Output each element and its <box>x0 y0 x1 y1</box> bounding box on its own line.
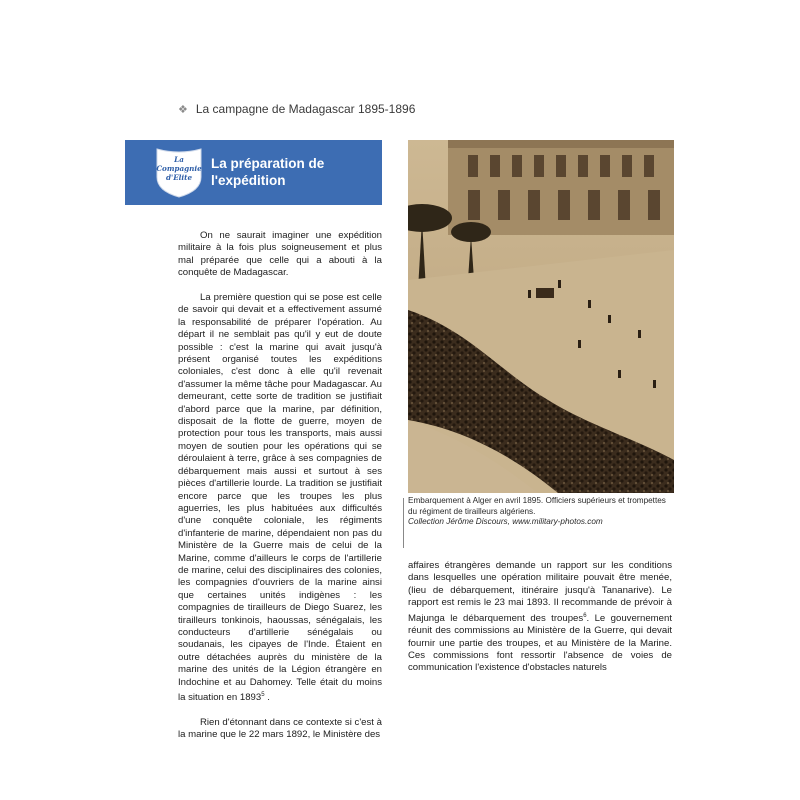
photo-credit: Collection Jérôme Discours, www.military-photos.com <box>408 517 603 527</box>
paragraph: La première question qui se pose est celle de savoir qui devait et a effectivement assumé la responsabilité de préparer l'opération. Au départ il ne semblait pas qu'il y eut de doute possible : c'est la marine qui avait jusqu'à présent organisé toutes les expéditions coloniales, c'est donc à elle qu'il revenait d'assumer la même tâche pour Madagascar. Au demeurant, cette sorte de tradition se justifiait d'abord parce que la marine, par définition, disposait de la flotte de guerre, moyen de protection pour tous les transports, mais aussi moyen de soutien pour les opérations qui se déroulaient à terre, grâce à ses compagnies de débarquement mais aussi et surtout à ses pièces d'artillerie lourde. La tradition se justifiait encore parce que les troupes les plus aguerries, les plus habituées aux difficultés d'une conquête coloniale, les régiments d'infanterie de marine, dépendaient non pas du Ministère de la Guerre mais de celui de la Marine, comme d'ailleurs le corps de l'artillerie de marine, celui des disciplinaires des colonies, les compagnies d'ouvriers de la marine ainsi que certaines unités indigènes : les compagnies de tirailleurs de Diego Suarez, les tirailleurs tonkinois, haoussas, sénégalais, les conducteurs d'artillerie sénégalais ou soudanais, les cipayes de l'Inde. Étaient en outre détachées auprès du ministère de la marine des unités de la Légion étrangère en Indochine et au Dahomey. Telle était du moins la situation en 1893$^5$ . <box>178 292 382 704</box>
paragraph: Rien d'étonnant dans ce contexte si c'est à la marine que le 22 mars 1892, le Ministère des <box>178 717 382 741</box>
running-head <box>178 102 415 116</box>
compagnie-elite-badge-icon <box>155 147 203 199</box>
footnote-ref: 6 <box>583 612 587 619</box>
photo-caption <box>408 496 670 528</box>
section-banner <box>125 140 382 205</box>
historical-photo <box>408 140 674 493</box>
left-text-column <box>178 230 382 754</box>
footnote-ref: 5 <box>261 692 265 699</box>
paragraph: On ne saurait imaginer une expédition militaire à la fois plus soigneusement et plus mal préparée que celle qui a abouti à la conquête de Madagascar. <box>178 230 382 279</box>
section-title: La préparation de l'expédition <box>211 156 325 188</box>
right-text-column <box>408 560 672 687</box>
caption-text: Embarquement à Alger en avril 1895. Officiers supérieurs et trompettes du régiment de tirailleurs algériens. <box>408 496 666 516</box>
caption-rule <box>403 498 404 548</box>
running-title: La campagne de Madagascar 1895-1896 <box>195 102 416 116</box>
diamond-bullet-icon: ❖ <box>178 104 188 116</box>
badge-text: La Compagnie d'Elite <box>156 155 202 182</box>
paragraph: affaires étrangères demande un rapport sur les conditions dans lesquelles une opération militaire pouvait être menée, (lieu de débarquement, itinéraire jusqu'à Tananarive). Le rapport est remis le 23 mai 1893. Il recommande de prévoir à Majunga le débarquement des troupes$^6$. Le gouvernement réunit des commissions au Ministère de la Guerre, qui devait fournir une partie des troupes, et au Ministère de la Marine. Ces commissions font ressortir l'absence de voies de communication l'existence d'obstacles naturels <box>408 560 672 674</box>
